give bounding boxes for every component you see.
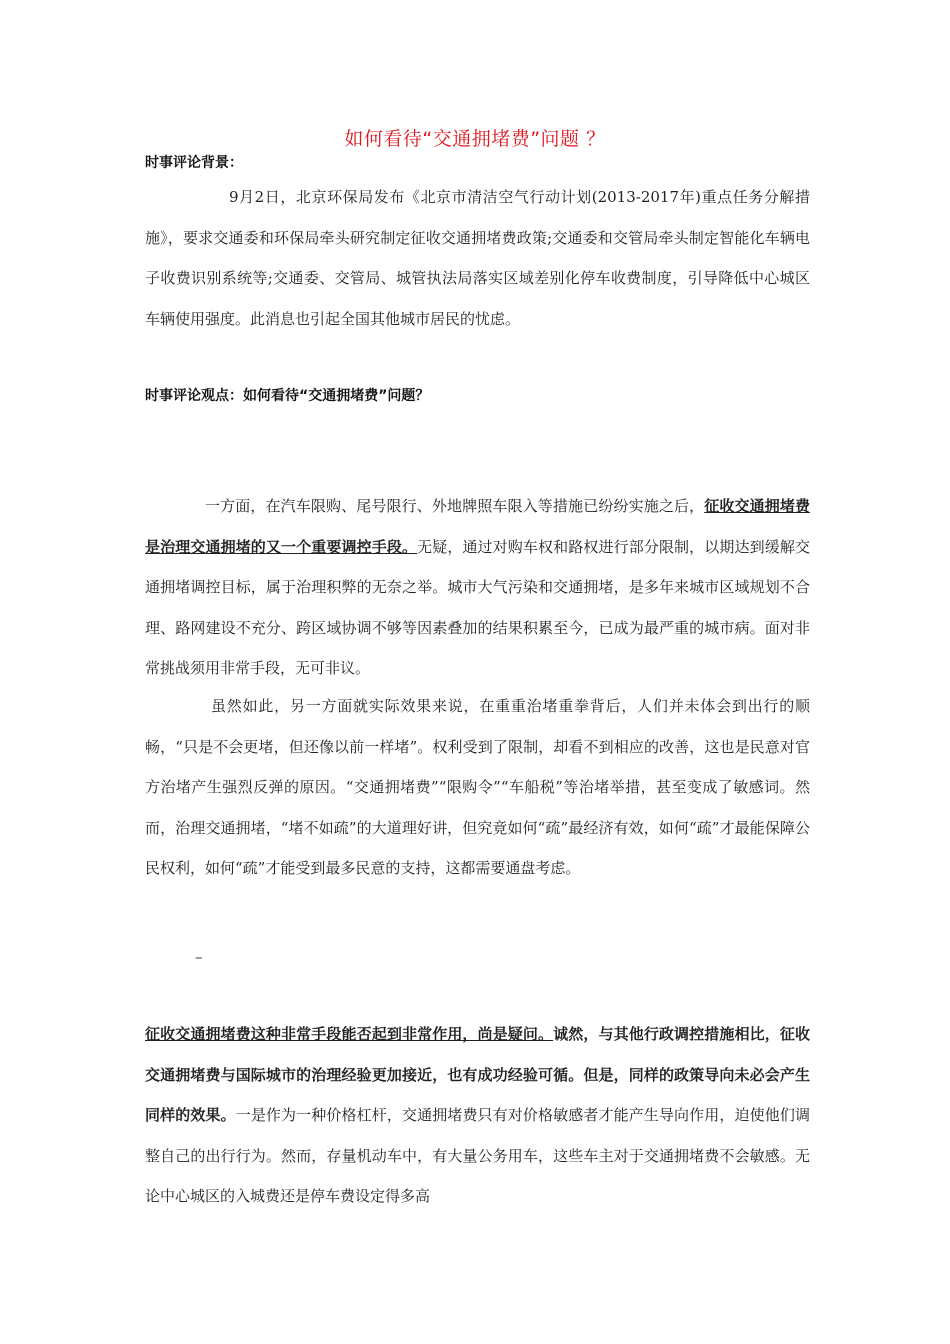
background-paragraph: 9月2日，北京环保局发布《北京市清洁空气行动计划(2013-2017年)重点任务分解措施》，要求交通委和环保局牵头研究制定征收交通拥堵费政策;交通委和交管局牵头制定智能化车辆电子收费识别系统等;交通委、交管局、城管执法局落实区域差别化停车收费制度，引导降低中心城区车辆使用强度。此消息也引起全国其他城市居民的忧虑。 (145, 188, 810, 328)
paragraph-one (145, 486, 810, 689)
paragraph-three-emphasis: 征收交通拥堵费这种非常手段能否起到非常作用，尚是疑问。 (145, 1025, 554, 1043)
paragraph-three-rest: 一是作为一种价格杠杆，交通拥堵费只有对价格敏感者才能产生导向作用，迫使他们调整自己的出行行为。然而，存量机动车中，有大量公务用车，这些车主对于交通拥堵费不会敏感。无论中心城区的入城费还是停车费设定得多高 (145, 1106, 810, 1205)
paragraph-one-emphasis: 征收交通拥堵费是治理交通拥堵的又一个重要调控手段。 (145, 497, 810, 556)
paragraph-one-rest: 无疑，通过对购车权和路权进行部分限制，以期达到缓解交通拥堵调控目标，属于治理积弊的无奈之举。城市大气污染和交通拥堵，是多年来城市区域规划不合理、路网建设不充分、跨区域协调不够等因素叠加的结果积累至今，已成为最严重的城市病。面对非常挑战须用非常手段，无可非议。 (145, 537, 810, 677)
background-heading: 时事评论背景： (145, 155, 243, 171)
paragraph-three-bold: 诚然，与其他行政调控措施相比，征收交通拥堵费与国际城市的治理经验更加接近，也有成功经验可循。但是，同样的政策导向未必会产生同样的效果。 (145, 1025, 810, 1124)
dash-mark: – (195, 948, 203, 966)
paragraph-one-lead: 一方面，在汽车限购、尾号限行、外地牌照车限入等措施已纷纷实施之后， (205, 497, 705, 515)
viewpoint-heading: 时事评论观点：如何看待“交通拥堵费”问题？ (145, 388, 430, 404)
paragraph-three (145, 1014, 810, 1217)
document-title: 如何看待“交通拥堵费”问题 ？ (344, 128, 606, 150)
paragraph-two: 虽然如此，另一方面就实际效果来说，在重重治堵重拳背后，人们并未体会到出行的顺畅，“只是不会更堵，但还像以前一样堵”。权利受到了限制，却看不到相应的改善，这也是民意对官方治堵产生强烈反弹的原因。“交通拥堵费”“限购令”“车船税”等治堵举措，甚至变成了敏感词。然而，治理交通拥堵，“堵不如疏”的大道理好讲，但究竟如何“疏”最经济有效，如何“疏”才最能保障公民权利，如何“疏”才能受到最多民意的支持，这都需要通盘考虑。 (145, 697, 810, 877)
